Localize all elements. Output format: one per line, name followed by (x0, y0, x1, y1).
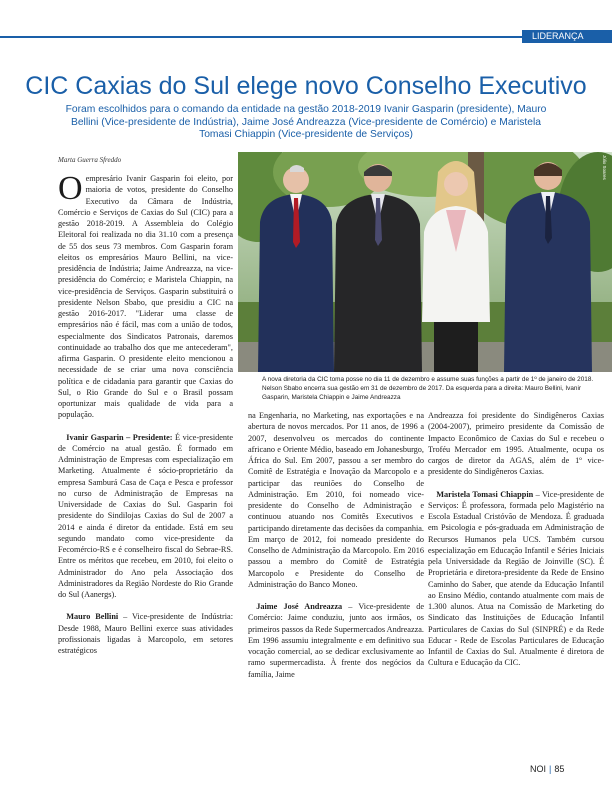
column-1 (58, 170, 234, 656)
photo-caption: A nova diretoria da CIC toma posse no dia 11 de dezembro e assume suas funções a partir de 1º de janeiro de 2018. Nelson Sbabo encerra sua gestão em 31 de dezembro de 2017. Da esquerda para a direita: Mauro Bellini, Ivanir Gasparin, Maristela Chiappin e Jaime Andreazza (262, 376, 594, 401)
photo-credit: Júlio Soares (602, 155, 607, 180)
andreazza-continued: Andreazza foi presidente do Sindigêneros Caxias (2004-2007), primeiro presidente da Comissão de Impacto Econômico de Caxias do Sul e recebeu o Troféu Mercador em 1995. Atualmente, ocupa os cargos de diretor da AGAS, além de 1º vice-presidente do Sindigêneros Caxias. (428, 411, 604, 477)
footer-separator: | (549, 764, 552, 774)
column-2 (248, 410, 424, 680)
board-photo (238, 152, 612, 372)
column-3 (428, 410, 604, 669)
gasparin-text: É vice-presidente de Comércio na atual gestão. É formado em Administração de Empresas com especialização em Marketing. Atualmente é sócio-proprietário da empresa Samburá Casa de Caça e Pesca e professor no curso de Administração de Empresas na Universidade de Caxias do Sul. Gasparin foi presidente do Sindilojas Caxias do Sul de 2007 a 2014 e ainda é diretor da entidade. Está em seu segundo mandato como vice-presidente da Fecomércio-RS e é conselheiro fiscal do Sebrae-RS. Entre os méritos que recebeu, em 2010, foi eleito o Administrador do Ano pela Associação dos Administradores da Região Nordeste do Rio Grande do Sul (Aanergs). (58, 432, 233, 599)
magazine-name: NOI (530, 764, 547, 774)
bellini-text: – Vice-presidente de Indústria: Desde 1988, Mauro Bellini exerce suas atividades profissionais ligadas à Marcopolo, em setores estratégicos (58, 612, 234, 655)
drop-cap: O (58, 170, 83, 207)
bellini-paragraph (58, 611, 233, 656)
gasparin-name: Ivanir Gasparin – Presidente: (66, 432, 173, 442)
article-headline: CIC Caxias do Sul elege novo Conselho Executivo (25, 72, 587, 100)
chiappin-name: Maristela Tomasi Chiappin (436, 489, 534, 499)
bellini-continued: na Engenharia, no Marketing, nas exportações e na abertura de novos mercados. Por 11 anos, de 1996 a 2007, desenvolveu os mercados do continente africano e Oriente Médio, baseado em Johanesburgo, África do Sul. Em 2007, passou a ser membro do Comitê de Estratégia e Inovação da Marcopolo e a participar das reuniões do Conselho de Administração. Em 2010, foi nomeado vice-presidente do Conselho de Administração e continuou atuando nos Comitês Executivos e participando diretamente das decisões da companhia. Em março de 2012, foi nomeado presidente do Conselho de Administração da Marcopolo. Em 2016 passou a membro do Comitê de Estratégia Marcopolo e Presidente do Conselho de Administração do Banco Moneo. (248, 411, 424, 589)
section-label: LIDERANÇA (532, 31, 584, 41)
section-rule (0, 36, 522, 38)
lead-text: empresário Ivanir Gasparin foi eleito, por maioria de votos, presidente do Conselho Executivo da Câmara de Indústria, Comércio e Serviços de Caxias do Sul (CIC) para a gestão 2018-2019. A Assembleia do Colégio Eleitoral foi realizada no dia 31.10 com a presença de 55 dos seus 73 membros. Com Gasparin foram eleitos os empresários Mauro Bellini, na vice-presidência de Indústria; Jaime Andreazza, na vice-presidência do Comércio; e Maristela Chiappin, na vice-presidência de Serviços. Gasparin substituirá o presidente Nelson Sbabo, que presidiu a CIC na gestão 2016-2017. "Liderar uma classe de empresários não é fácil, mas com a união de todos, especialmente dos Sindicatos Patronais, daremos continuidade ao trabalho dos que me antecederam", afirma Gasparin. O presidente eleito mencionou a necessidade de se criar uma nova consciência política e de cidadania para garantir que Caxias do Sul, o Rio Grande do Sul e o Brasil possam oportunizar mais qualidade de vida para a população. (58, 174, 233, 420)
lead-paragraph (58, 170, 233, 421)
page-footer (530, 764, 564, 774)
andreazza-paragraph (248, 601, 424, 680)
andreazza-text: – Vice-presidente de Comércio: Jaime conduziu, junto aos irmãos, os primeiros passos da Rede Supermercados Andreazza. Em 1996 assumiu integralmente e em definitivo sua vocação comercial, ao se dedicar exclusivamente ao ramo supermercadista. À frente dos negócios da família, Jaime (248, 602, 424, 679)
chiappin-paragraph (428, 489, 604, 669)
article-deck: Foram escolhidos para o comando da entidade na gestão 2018-2019 Ivanir Gasparin (presidente), Mauro Bellini (Vice-presidente de Indústria), Jaime José Andreazza (Vice-presidente de Comércio) e Maristela Tomasi Chiappin (Vice-presidente de Serviços) (65, 104, 547, 140)
chiappin-text: – Vice-presidente de Serviços: É professora, formada pelo Magistério na Escola Estadual Cristóvão de Mendoza. É graduada em Psicologia e pós-graduada em Administração de Recursos Humanos pela UCS. Também cursou especialização em Educação Infantil e Séries Iniciais pela Universidade da Região de Joinville (SC). É Proprietária e diretora-presidente da Rede de Ensino Caminho do Saber, que atende da Educação Infantil ao Ensino Médio, contando atualmente com mais de 1.300 alunos. Atua na Comissão de Marketing do Sindicato das Instituições de Educação Infantil Particulares de Caxias do Sul (SINPRÉ) e da Rede Educar - Rede de Escolas Particulares de Educação Infantil de Caxias do Sul. Atualmente é diretora de Cultura e Educação da CIC. (428, 489, 604, 668)
section-tab (522, 30, 612, 43)
page-number: 85 (554, 764, 565, 774)
gasparin-paragraph (58, 432, 233, 601)
article-byline: Marta Guerra Sfreddo (58, 156, 122, 164)
photo-illustration (238, 152, 612, 372)
bellini-name: Mauro Bellini (66, 612, 119, 622)
andreazza-name: Jaime José Andreazza (256, 602, 343, 611)
